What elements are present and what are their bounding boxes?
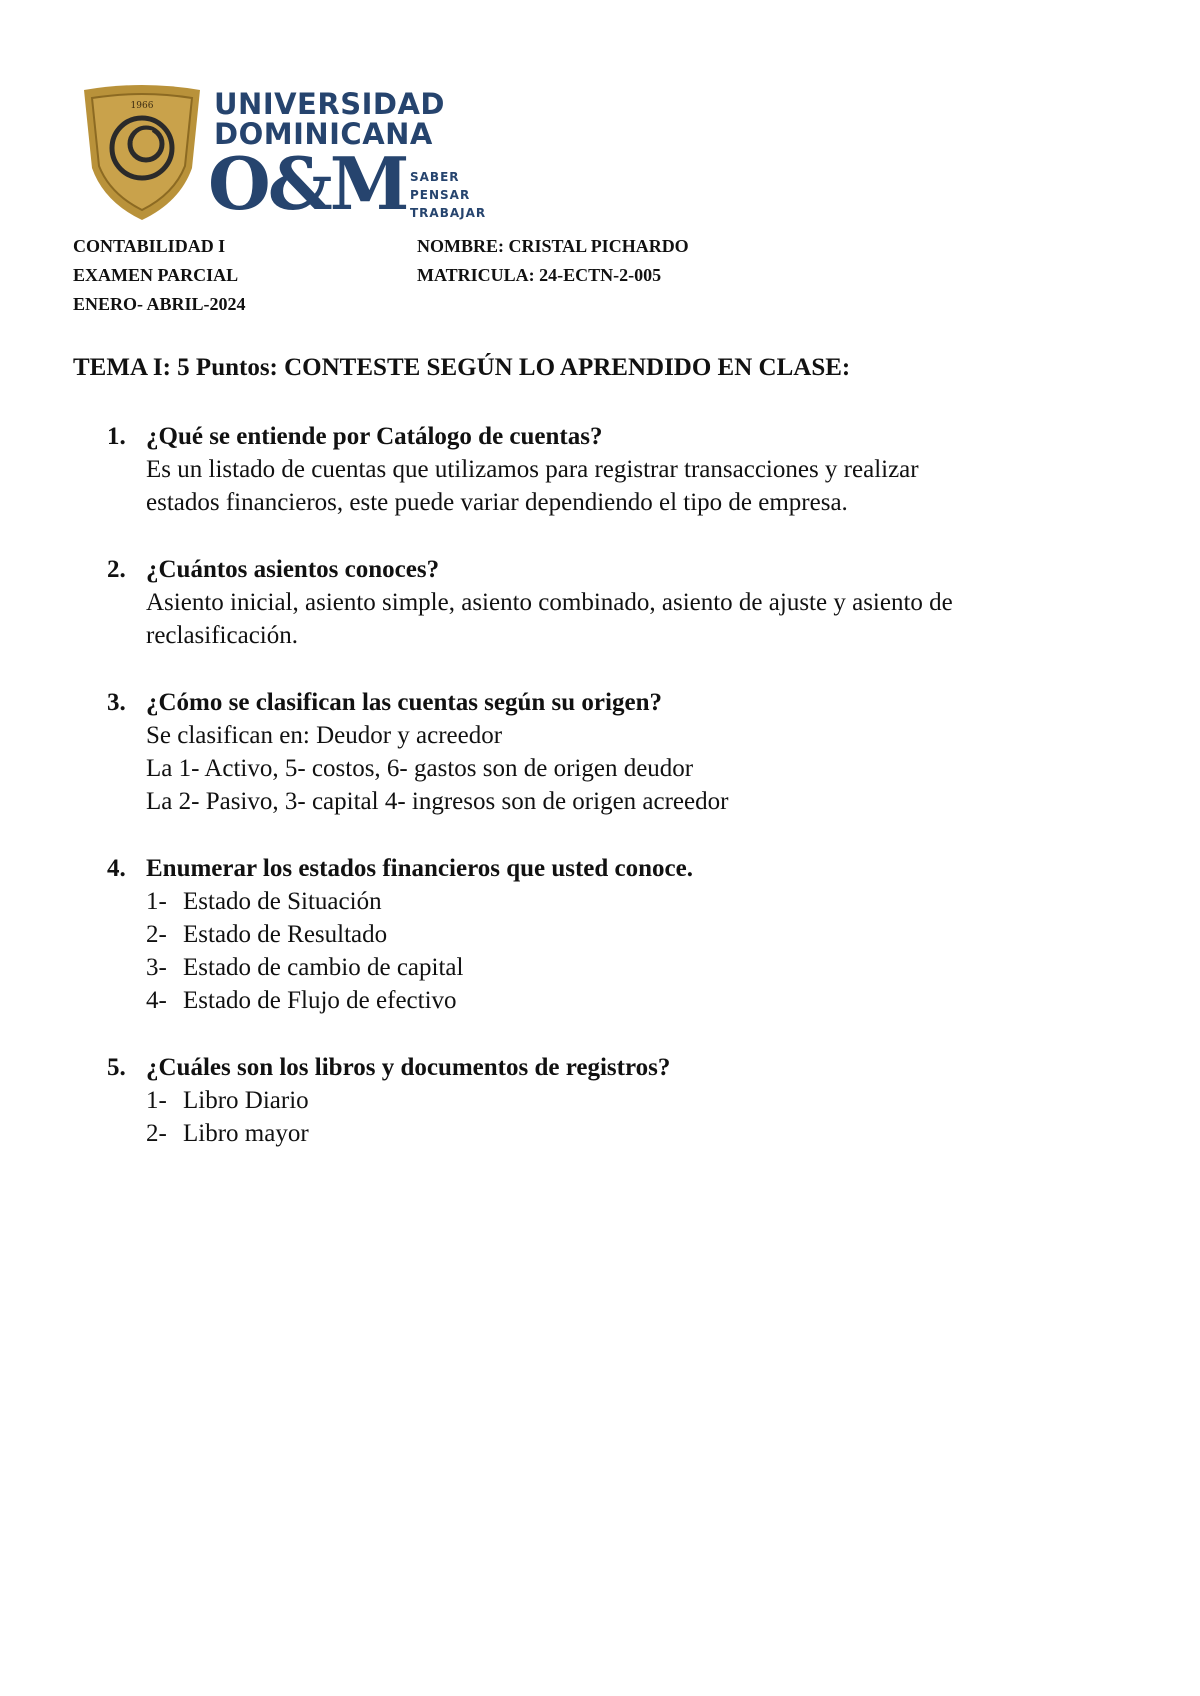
answer-line: Asiento inicial, asiento simple, asiento combinado, asiento de ajuste y asiento de <box>146 589 953 616</box>
exam-type: EXAMEN PARCIAL <box>73 265 239 285</box>
exam-period: ENERO- ABRIL-2024 <box>73 294 246 314</box>
answer-line: estados financieros, este puede variar dependiendo el tipo de empresa. <box>146 489 848 516</box>
list-item-text: Estado de Flujo de efectivo <box>183 987 457 1014</box>
course-name: CONTABILIDAD I <box>73 236 226 256</box>
question-1 <box>73 420 1133 519</box>
question-title: ¿Cómo se clasifican las cuentas según su origen? <box>146 689 662 716</box>
list-item-number: 1- <box>146 1087 167 1114</box>
list-item <box>146 1117 1133 1150</box>
question-5 <box>73 1051 1133 1150</box>
list-item-text: Libro mayor <box>183 1120 309 1147</box>
question-number: 3. <box>107 689 126 716</box>
list-item <box>146 918 1133 951</box>
question-title: ¿Cuáles son los libros y documentos de registros? <box>146 1054 671 1081</box>
university-logo <box>80 84 500 224</box>
question-list <box>73 420 1133 1184</box>
question-3 <box>73 686 1133 818</box>
motto-pensar: PENSAR <box>410 188 471 202</box>
question-number: 1. <box>107 423 126 450</box>
question-number: 2. <box>107 556 126 583</box>
logo-wordmark <box>208 87 504 226</box>
student-id: MATRICULA: 24-ECTN-2-005 <box>417 265 662 285</box>
list-item-text: Libro Diario <box>183 1087 309 1114</box>
answer-line: La 1- Activo, 5- costos, 6- gastos son de origen deudor <box>146 755 694 782</box>
list-item-text: Estado de Situación <box>183 888 382 915</box>
list-item <box>146 885 1133 918</box>
student-name: NOMBRE: CRISTAL PICHARDO <box>417 236 689 256</box>
list-item-number: 2- <box>146 921 167 948</box>
logo-line-dominicana: DOMINICANA <box>214 117 433 151</box>
question-number: 4. <box>107 855 126 882</box>
logo-motto <box>410 168 486 222</box>
logo-om-mark: O&M <box>208 141 407 226</box>
list-item-text: Estado de cambio de capital <box>183 954 464 981</box>
list-item <box>146 951 1133 984</box>
list-item-number: 4- <box>146 987 167 1014</box>
course-info <box>73 232 246 319</box>
list-item-text: Estado de Resultado <box>183 921 388 948</box>
answer-line: reclasificación. <box>146 622 298 649</box>
question-title: Enumerar los estados financieros que usted conoce. <box>146 855 693 882</box>
question-4 <box>73 852 1133 1017</box>
question-2 <box>73 553 1133 652</box>
question-title: ¿Cuántos asientos conoces? <box>146 556 440 583</box>
question-title: ¿Qué se entiende por Catálogo de cuentas? <box>146 423 603 450</box>
question-number: 5. <box>107 1054 126 1081</box>
list-item <box>146 984 1133 1017</box>
student-info <box>417 232 689 290</box>
answer-line: La 2- Pasivo, 3- capital 4- ingresos son de origen acreedor <box>146 788 729 815</box>
list-item-number: 1- <box>146 888 167 915</box>
motto-trabajar: TRABAJAR <box>410 206 487 220</box>
list-item-number: 2- <box>146 1120 167 1147</box>
university-seal-icon <box>80 84 204 222</box>
list-item <box>146 1084 1133 1117</box>
seal-year: 1966 <box>130 101 154 111</box>
list-item-number: 3- <box>146 954 167 981</box>
logo-line-universidad: UNIVERSIDAD <box>214 87 445 121</box>
section-title: TEMA I: 5 Puntos: CONTESTE SEGÚN LO APRENDIDO EN CLASE: <box>73 354 851 381</box>
answer-line: Se clasifican en: Deudor y acreedor <box>146 722 503 749</box>
motto-saber: SABER <box>410 170 460 184</box>
answer-line: Es un listado de cuentas que utilizamos para registrar transacciones y realizar <box>146 456 919 483</box>
